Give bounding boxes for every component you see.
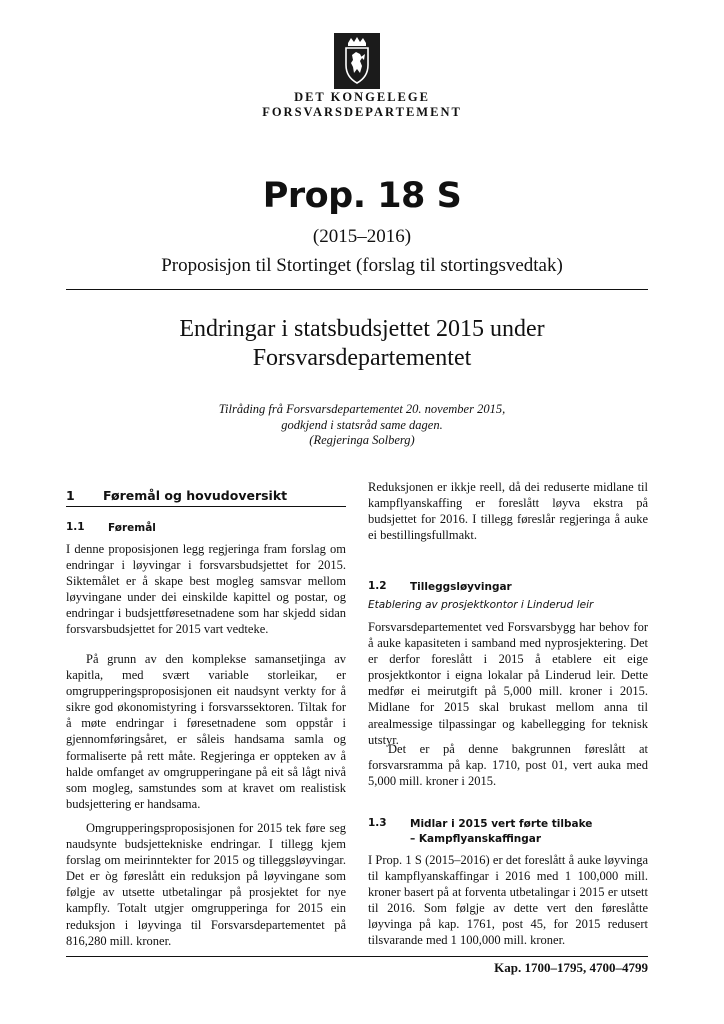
paragraph-1-3: I Prop. 1 S (2015–2016) er det foreslått å auke løyvinga til kampflyanskaffingar i 2016 med 1 100,000 mill. kroner basert på at forventa utbetalingar i 2015 er utsett til 2016. Som følgje av dette vert den føreslåtte løyvinga på kap. 1761, post 45, for 2015 redusert tilsvarande med 1 100,000 mill. kroner. (368, 853, 648, 948)
subheading-linderud: Etablering av prosjektkontor i Linderud leir (368, 599, 594, 611)
section-1-title: Føremål og hovudoversikt (103, 488, 288, 503)
approval-line3: (Regjeringa Solberg) (309, 433, 415, 447)
proposition-subtitle: Proposisjon til Stortinget (forslag til stortingsvedtak) (161, 255, 563, 276)
footer-divider (66, 956, 648, 957)
department-name-line2: FORSVARSDEPARTEMENT (262, 105, 462, 119)
paragraph-1-1-a: I denne proposisjonen legg regjeringa fram forslag om endringar i løyvingar i forsvarsbudsjettet for 2015. Siktemålet er å skape best mogleg samsvar mellom løyvingane under dei einskilde kapittel og postar, og endringar i budsjettføresetnadene som har skjedd sidan forsvarsbudsjettet for 2015 vart vedteke. (66, 542, 346, 637)
section-1-number: 1 (66, 488, 75, 503)
section-1-1-number: 1.1 (66, 521, 85, 533)
paragraph-1-1-b: På grunn av den komplekse samansetjinga av kapitla, med svært variable storleikar, er omgrupperingsproposisjonen eit naudsynt verkty for å sikre god økonomistyring i forsvarssektoren. Tiltak for å møte endringar i føresetnadene som oppstår i gjennomføringsåret, er såleis handsama samla og formaliserte på rett måte. Regjeringa er oppteken av å halde omfanget av omgrupperingane på eit så lågt nivå som mogleg, samstundes som at kravet om realistisk budsjettering er handsama. (66, 652, 346, 811)
header-divider (66, 289, 648, 290)
paragraph-continued: Reduksjonen er ikkje reell, då dei reduserte midlane til kampflyanskaffing er foreslått løyva ekstra på budsjettet for 2016. I tillegg føreslår regjeringa å auke ei bestillingsfullmakt. (368, 480, 648, 543)
paragraph-1-2-a: Forsvarsdepartementet ved Forsvarsbygg har behov for å auke kapasiteten i samband med nyprosjektering. Det er derfor foreslått i 2015 å etablere eit eige prosjektkontor i eigna lokalar på Linderud leir. Dette medfør ei meirutgift på 5,000 mill. kroner i 2015. Midlane for 2015 skal brukast mellom anna til arealmessige tilpassingar og kabellegging for teknisk utstyr. (368, 620, 648, 747)
proposition-number: Prop. 18 S (262, 176, 462, 216)
section-1-1-title: Føremål (108, 522, 156, 534)
document-title-line1: Endringar i statsbudsjettet 2015 under (179, 316, 545, 342)
section-1-3-title-line1: Midlar i 2015 vert førte tilbake (410, 818, 593, 830)
approval-note (0, 402, 724, 449)
section-1-2-number: 1.2 (368, 580, 387, 592)
paragraph-1-2-b: Det er på denne bakgrunnen føreslått at forsvarsramma på kap. 1710, post 01, vert auka med 5,000 mill. kroner i 2015. (368, 742, 648, 789)
document-title-line2: Forsvarsdepartementet (252, 345, 472, 371)
document-title (0, 315, 724, 373)
section-1-2-title: Tilleggsløyvingar (410, 581, 512, 593)
coat-of-arms-icon (334, 33, 380, 89)
section-1-underline (66, 506, 346, 507)
department-name-line1: DET KONGELEGE (294, 90, 430, 104)
approval-line1: Tilråding frå Forsvarsdepartementet 20. november 2015, (218, 402, 506, 416)
approval-line2: godkjend i statsråd same dagen. (281, 417, 443, 432)
chapter-range: Kap. 1700–1795, 4700–4799 (494, 960, 648, 975)
session-years: (2015–2016) (312, 226, 412, 247)
section-1-3-number: 1.3 (368, 817, 387, 829)
paragraph-1-1-c: Omgrupperingsproposisjonen for 2015 tek føre seg naudsynte budsjettekniske endringar. I tillegg kjem forslag om meirinntekter for 2015 og tilleggsløyvingar. Det er òg føreslått ein reduksjon på løyvingane som følgje av utsette utbetalingar på prosjektet for nye kampfly. Totalt utgjer omgrupperinga for 2015 ein reduksjon i løyvinga til Forsvarsdepartementet på 816,280 mill. kroner. (66, 821, 346, 948)
section-1-3-title-line2: – Kampflyanskaffingar (410, 833, 542, 845)
